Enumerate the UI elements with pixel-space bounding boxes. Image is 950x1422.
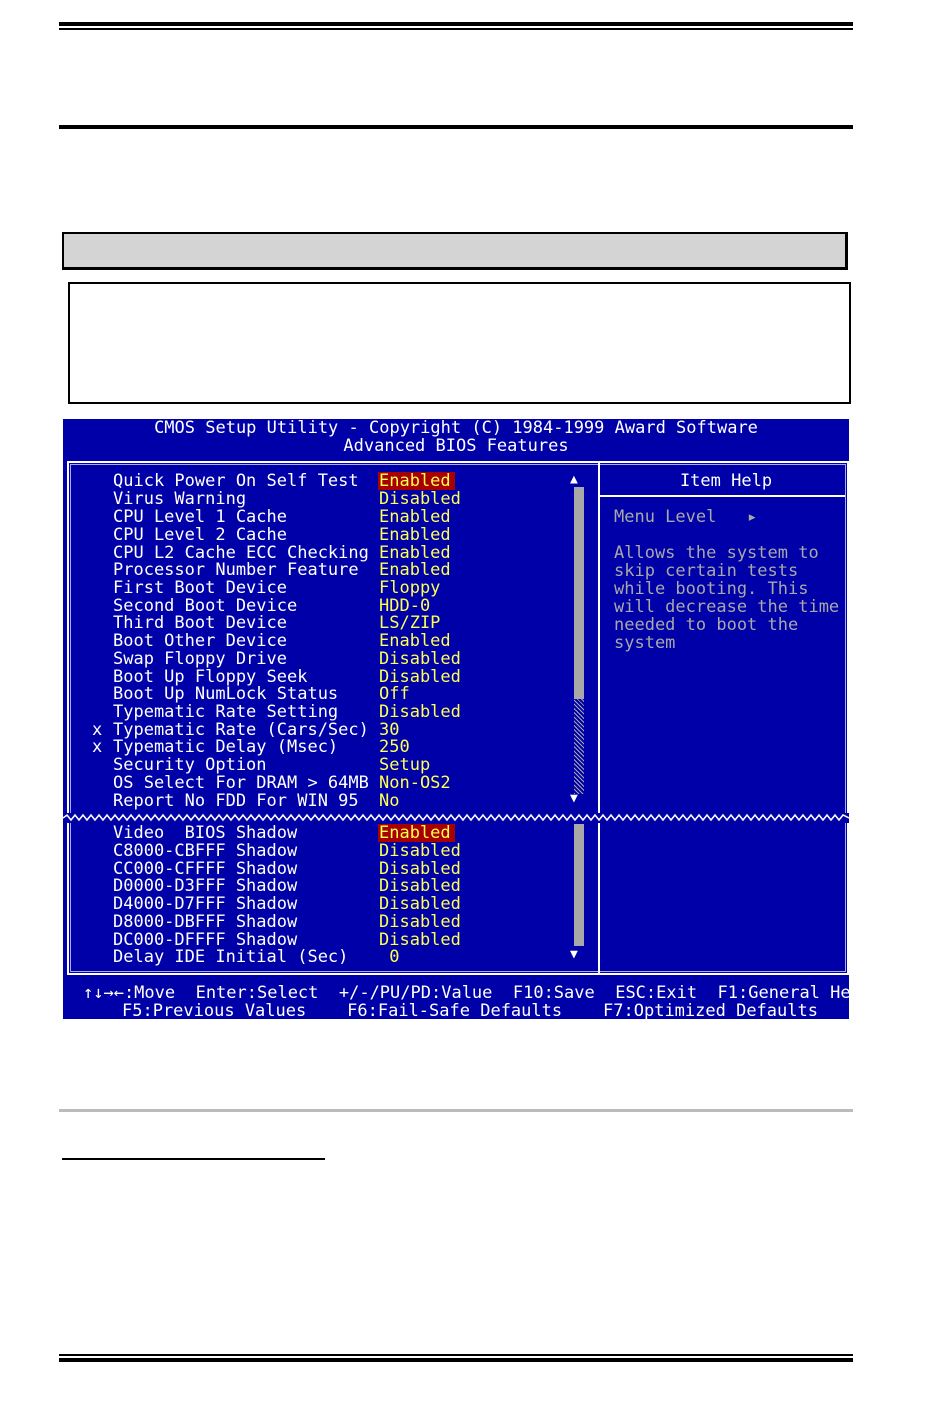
section-divider xyxy=(59,1109,853,1112)
top-double-rule-thin xyxy=(59,28,853,30)
help-title-divider xyxy=(600,495,845,497)
scroll-up-arrow-icon[interactable]: ▲ xyxy=(570,472,578,487)
setting-label: Virus Warning xyxy=(113,489,247,509)
setting-value[interactable]: HDD-0 xyxy=(379,596,431,616)
scrollbar-thumb[interactable] xyxy=(574,487,584,699)
setting-value[interactable]: Disabled xyxy=(379,930,461,950)
setting-value[interactable]: Setup xyxy=(379,755,431,775)
setting-label: Video BIOS Shadow xyxy=(113,823,298,843)
setting-label: Boot Other Device xyxy=(113,631,287,651)
bios-screen xyxy=(63,418,872,1021)
setting-value[interactable]: Disabled xyxy=(379,649,461,669)
setting-value: 250 xyxy=(379,737,410,757)
setting-label: Typematic Rate (Cars/Sec) xyxy=(113,720,369,740)
scrollbar-thumb-lower[interactable] xyxy=(574,824,584,946)
setting-value[interactable]: Disabled xyxy=(379,912,461,932)
scroll-down-arrow-icon-lower[interactable]: ▼ xyxy=(570,947,578,962)
setting-value[interactable]: 0 xyxy=(379,947,400,967)
setting-value[interactable]: LS/ZIP xyxy=(379,613,441,633)
setting-value-selected[interactable]: Enabled xyxy=(378,472,455,490)
setting-label: Quick Power On Self Test xyxy=(113,471,359,491)
setting-value[interactable]: Enabled xyxy=(379,631,451,651)
setting-label: CPU Level 1 Cache xyxy=(113,507,287,527)
setting-label: Report No FDD For WIN 95 xyxy=(113,791,359,811)
menu-level-indicator: Menu Level ▸ xyxy=(614,507,758,527)
item-help-text: Allows the system to skip certain tests while booting. This will decrease the time needed to boot the system xyxy=(614,543,840,653)
setting-value-selected[interactable]: Enabled xyxy=(378,824,455,842)
setting-label: CC000-CFFFF Shadow xyxy=(113,859,298,879)
setting-label: Typematic Rate Setting xyxy=(113,702,339,722)
screen-break-zigzag xyxy=(63,813,849,823)
help-divider xyxy=(598,463,600,973)
setting-label: Boot Up Floppy Seek xyxy=(113,667,308,687)
bios-page-title: Advanced BIOS Features xyxy=(343,436,569,456)
setting-value: 30 xyxy=(379,720,400,740)
key-legend-line2: F5:Previous Values F6:Fail-Safe Defaults F7:Optimized Defaults xyxy=(122,1001,818,1021)
setting-label: Second Boot Device xyxy=(113,596,298,616)
setting-value[interactable]: Enabled xyxy=(379,507,451,527)
setting-label: D0000-D3FFF Shadow xyxy=(113,876,298,896)
scrollbar-track[interactable] xyxy=(574,699,584,794)
setting-label: Third Boot Device xyxy=(113,613,287,633)
setting-value[interactable]: Disabled xyxy=(379,894,461,914)
setting-value[interactable]: Enabled xyxy=(379,543,451,563)
setting-label: D4000-D7FFF Shadow xyxy=(113,894,298,914)
setting-value[interactable]: Disabled xyxy=(379,876,461,896)
setting-label: First Boot Device xyxy=(113,578,287,598)
setting-label: C8000-CBFFF Shadow xyxy=(113,841,298,861)
setting-value[interactable]: Enabled xyxy=(379,560,451,580)
setting-label: DC000-DFFFF Shadow xyxy=(113,930,298,950)
setting-label: CPU Level 2 Cache xyxy=(113,525,287,545)
setting-value[interactable]: Off xyxy=(379,684,410,704)
setting-label: Swap Floppy Drive xyxy=(113,649,287,669)
setting-label: OS Select For DRAM > 64MB xyxy=(113,773,369,793)
setting-label: Security Option xyxy=(113,755,267,775)
setting-label: Processor Number Feature xyxy=(113,560,359,580)
setting-label: Boot Up NumLock Status xyxy=(113,684,339,704)
setting-value[interactable]: Disabled xyxy=(379,667,461,687)
setting-label: CPU L2 Cache ECC Checking xyxy=(113,543,369,563)
key-legend-line1: ↑↓→←:Move Enter:Select +/-/PU/PD:Value F10:Save ESC:Exit F1:General Help xyxy=(83,983,872,1003)
section-heading-bar xyxy=(62,232,848,270)
bios-copyright-title: CMOS Setup Utility - Copyright (C) 1984-1999 Award Software xyxy=(154,418,758,438)
item-help-title: Item Help xyxy=(679,471,773,491)
setting-value[interactable]: Disabled xyxy=(379,859,461,879)
setting-label: Delay IDE Initial (Sec) xyxy=(113,947,349,967)
setting-value[interactable]: Disabled xyxy=(379,489,461,509)
bottom-double-rule-thin xyxy=(59,1354,853,1356)
setting-label: Typematic Delay (Msec) xyxy=(113,737,339,757)
top-double-rule-thick xyxy=(59,22,853,26)
scroll-down-arrow-icon[interactable]: ▼ xyxy=(570,791,578,806)
setting-value[interactable]: Floppy xyxy=(379,578,441,598)
setting-value[interactable]: Enabled xyxy=(379,525,451,545)
setting-value[interactable]: Non-OS2 xyxy=(379,773,451,793)
unavailable-marker: x xyxy=(92,737,103,757)
setting-value[interactable]: Disabled xyxy=(379,702,461,722)
description-box xyxy=(68,282,851,404)
subheading-underline xyxy=(62,1158,325,1160)
unavailable-marker: x xyxy=(92,720,103,740)
bottom-double-rule-thick xyxy=(59,1358,853,1362)
setting-value[interactable]: Disabled xyxy=(379,841,461,861)
header-rule xyxy=(59,125,853,129)
setting-label: D8000-DBFFF Shadow xyxy=(113,912,298,932)
setting-value[interactable]: No xyxy=(379,791,400,811)
